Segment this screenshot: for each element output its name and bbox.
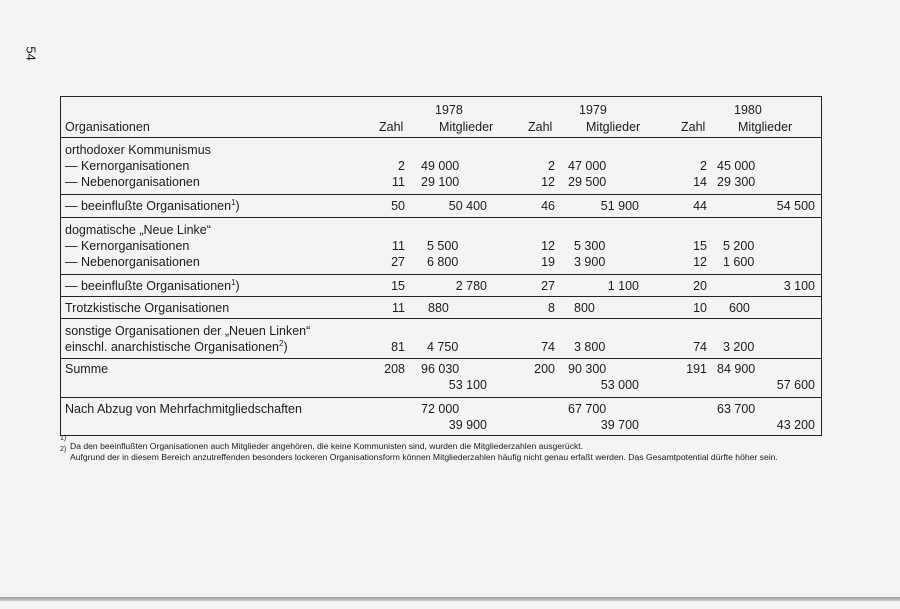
footnote-1: 1) Da den beeinflußten Organisationen auch Mitglieder angehören, die keine Kommunisten sind, wurden die Mitgliederzahlen ausgerückt. (60, 435, 584, 451)
divider (61, 137, 821, 138)
cell-value: 50 (391, 199, 405, 213)
cell-value: 3 200 (723, 340, 755, 354)
cell-value: 39 700 (600, 418, 639, 432)
cell-value: 39 900 (448, 418, 487, 432)
cell-value: 43 200 (776, 418, 815, 432)
cell-value: 81 (391, 340, 405, 354)
year-1978: 1978 (435, 103, 463, 117)
cell-value: 2 (398, 159, 405, 173)
row-label: — beeinflußte Organisationen$^1$) (65, 197, 240, 213)
divider (61, 274, 821, 275)
header-zahl-1979: Zahl (528, 120, 553, 134)
header-mitglieder-1978: Mitglieder (439, 120, 494, 134)
cell-value: 8 (548, 301, 555, 315)
cell-value: 27 (541, 279, 555, 293)
cell-value: 6 800 (427, 255, 459, 269)
cell-value: 1 600 (723, 255, 755, 269)
cell-value: 12 (693, 255, 707, 269)
cell-value: 1 100 (607, 279, 639, 293)
cell-value: 208 (384, 362, 405, 376)
cell-value: 53 000 (600, 378, 639, 392)
year-1979: 1979 (579, 103, 607, 117)
cell-value: 880 (428, 301, 449, 315)
cell-value: 63 700 (717, 402, 756, 416)
cell-value: 2 (700, 159, 707, 173)
cell-value: 12 (541, 175, 555, 189)
row-label: — Nebenorganisationen (65, 255, 200, 269)
cell-value: 45 000 (717, 159, 756, 173)
cell-value: 46 (541, 199, 555, 213)
cell-value: 3 900 (574, 255, 606, 269)
membership-table (60, 96, 822, 436)
row-label: — beeinflußte Organisationen$^1$) (65, 277, 240, 293)
row-label: Summe (65, 362, 109, 376)
cell-value: 90 300 (568, 362, 607, 376)
section-orthodox: orthodoxer Kommunismus (65, 143, 211, 157)
cell-value: 10 (693, 301, 707, 315)
row-label: — Kernorganisationen (65, 159, 190, 173)
header-zahl-1978: Zahl (379, 120, 404, 134)
cell-value: 800 (574, 301, 595, 315)
cell-value: 11 (392, 301, 405, 315)
cell-value: 44 (693, 199, 707, 213)
cell-value: 191 (686, 362, 707, 376)
row-label: — Kernorganisationen (65, 239, 190, 253)
cell-value: 51 900 (600, 199, 639, 213)
header-mitglieder-1980: Mitglieder (738, 120, 793, 134)
cell-value: 29 300 (717, 175, 756, 189)
row-label: Trotzkistische Organisationen (65, 301, 230, 315)
divider (61, 296, 821, 297)
cell-value: 74 (693, 340, 707, 354)
cell-value: 29 500 (568, 175, 607, 189)
divider (61, 318, 821, 319)
cell-value: 67 700 (568, 402, 607, 416)
row-label: einschl. anarchistische Organisationen$^2$) (65, 338, 288, 354)
footnotes (60, 435, 830, 462)
cell-value: 49 000 (421, 159, 460, 173)
cell-value: 15 (693, 239, 707, 253)
divider (61, 397, 821, 398)
cell-value: 11 (392, 175, 405, 189)
cell-value: 3 800 (574, 340, 606, 354)
divider (61, 358, 821, 359)
cell-value: 200 (534, 362, 555, 376)
cell-value: 15 (391, 279, 405, 293)
cell-value: 5 500 (427, 239, 459, 253)
cell-value: 11 (392, 239, 405, 253)
header-mitglieder-1979: Mitglieder (586, 120, 641, 134)
cell-value: 29 100 (421, 175, 460, 189)
cell-value: 74 (541, 340, 555, 354)
section-neue-linke: dogmatische „Neue Linke“ (65, 223, 211, 237)
cell-value: 4 750 (427, 340, 459, 354)
year-1980: 1980 (734, 103, 762, 117)
row-label: sonstige Organisationen der „Neuen Linken“ (65, 324, 311, 338)
header-zahl-1980: Zahl (681, 120, 706, 134)
cell-value: 57 600 (776, 378, 815, 392)
cell-value: 5 200 (723, 239, 755, 253)
cell-value: 14 (693, 175, 707, 189)
divider (61, 194, 821, 195)
cell-value: 53 100 (448, 378, 487, 392)
cell-value: 600 (729, 301, 750, 315)
cell-value: 27 (391, 255, 405, 269)
cell-value: 72 000 (421, 402, 460, 416)
header-organisations: Organisationen (65, 120, 150, 134)
cell-value: 12 (541, 239, 555, 253)
cell-value: 2 780 (455, 279, 487, 293)
page-number: 54 (23, 46, 39, 61)
cell-value: 96 030 (421, 362, 460, 376)
page-bottom-edge (0, 597, 900, 601)
cell-value: 2 (548, 159, 555, 173)
cell-value: 19 (541, 255, 555, 269)
cell-value: 50 400 (448, 199, 487, 213)
cell-value: 47 000 (568, 159, 607, 173)
cell-value: 54 500 (776, 199, 815, 213)
row-label: — Nebenorganisationen (65, 175, 200, 189)
divider (61, 217, 821, 218)
cell-value: 84 900 (717, 362, 756, 376)
cell-value: 3 100 (783, 279, 815, 293)
footnote-2: 2) Aufgrund der in diesem Bereich anzutreffenden besonders lockeren Organisationsform können Mitgliederzahlen häufig nicht genau erfaßt werden. Das Gesamtpotential dürfte höher sein. (60, 445, 778, 462)
cell-value: 5 300 (574, 239, 606, 253)
cell-value: 20 (693, 279, 707, 293)
row-label: Nach Abzug von Mehrfachmitgliedschaften (65, 402, 302, 416)
